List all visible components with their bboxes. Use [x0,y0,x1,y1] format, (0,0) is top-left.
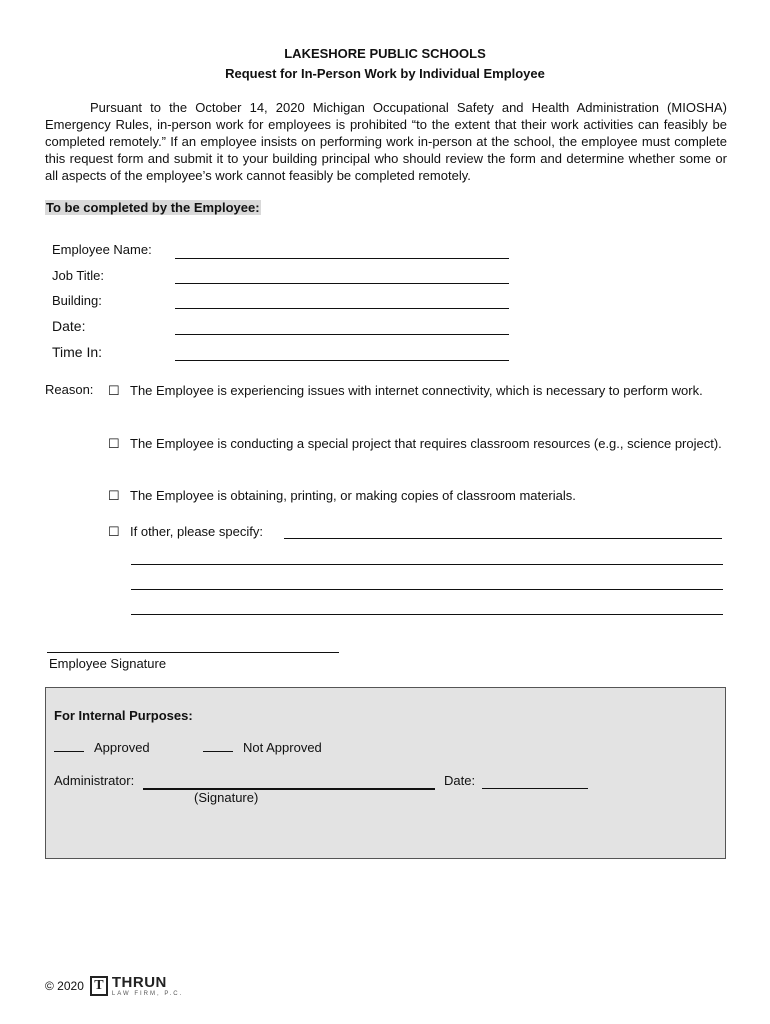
other-specify-line-2[interactable] [131,564,723,565]
footer [45,975,183,997]
checkbox-project[interactable]: ☐ [108,436,120,451]
employee-signature-label: Employee Signature [49,656,167,671]
reason-label: Reason: [45,382,94,397]
not-approved-label: Not Approved [243,740,322,755]
not-approved-option[interactable] [203,740,322,755]
checkbox-copies[interactable]: ☐ [108,488,120,503]
logo-name: THRUN [111,974,167,991]
administrator-signature-field[interactable] [143,788,435,790]
reason-option-label: The Employee is conducting a special project that requires classroom resources (e.g., science project). [130,436,722,451]
reason-option-label: The Employee is experiencing issues with internet connectivity, which is necessary to perform work. [130,383,703,398]
checkbox-other[interactable]: ☐ [108,524,120,539]
building-field[interactable] [175,308,509,309]
other-specify-line-3[interactable] [131,589,723,590]
thrun-logo [112,975,183,997]
employee-name-label: Employee Name: [52,242,152,257]
employee-signature-field[interactable] [47,652,339,653]
reason-option-label: If other, please specify: [130,524,263,539]
approved-label: Approved [94,740,150,755]
reason-option-internet [108,382,726,400]
form-title: Request for In-Person Work by Individual Employee [225,66,545,81]
building-label: Building: [52,293,102,308]
checkbox-internet[interactable]: ☐ [108,383,120,398]
approved-blank[interactable] [54,741,84,752]
reason-option-label: The Employee is obtaining, printing, or making copies of classroom materials. [130,488,576,503]
internal-date-label: Date: [444,773,476,788]
other-specify-field[interactable] [284,538,722,539]
time-in-field[interactable] [175,360,509,361]
internal-date-field[interactable] [482,788,588,789]
intro-text: Pursuant to the October 14, 2020 Michigan Occupational Safety and Health Administration (MIOSHA) Emergency Rules, in-person work for employees is prohibited “to the extent that their work activities can feasibly be completed remotely.” If an employee insists on performing work in-person at the school, the employee must complete this request form and submit it to your building principal who should review the form and determine whether some or all aspects of the employee’s work cannot feasibly be completed remotely. [45,100,727,183]
not-approved-blank[interactable] [203,741,233,752]
reason-option-project [108,435,726,453]
intro-paragraph [45,99,727,184]
approved-option[interactable] [54,740,150,755]
reason-option-copies [108,487,726,505]
time-in-label: Time In: [52,344,103,360]
signature-caption: (Signature) [194,790,259,805]
date-label: Date: [52,318,86,334]
date-field[interactable] [175,334,509,335]
employee-section-heading: To be completed by the Employee: [46,200,260,215]
org-title: LAKESHORE PUBLIC SCHOOLS [284,46,486,61]
job-title-field[interactable] [175,283,509,284]
job-title-label: Job Title: [52,268,105,283]
copyright-text: © 2020 [45,979,84,993]
internal-purposes-box [45,687,726,859]
employee-name-field[interactable] [175,258,509,259]
administrator-label: Administrator: [54,773,135,788]
internal-purposes-title: For Internal Purposes: [54,708,193,723]
logo-subtitle: LAW FIRM, P.C. [111,991,184,997]
other-specify-line-4[interactable] [131,614,723,615]
thrun-logo-icon: T [90,976,108,996]
